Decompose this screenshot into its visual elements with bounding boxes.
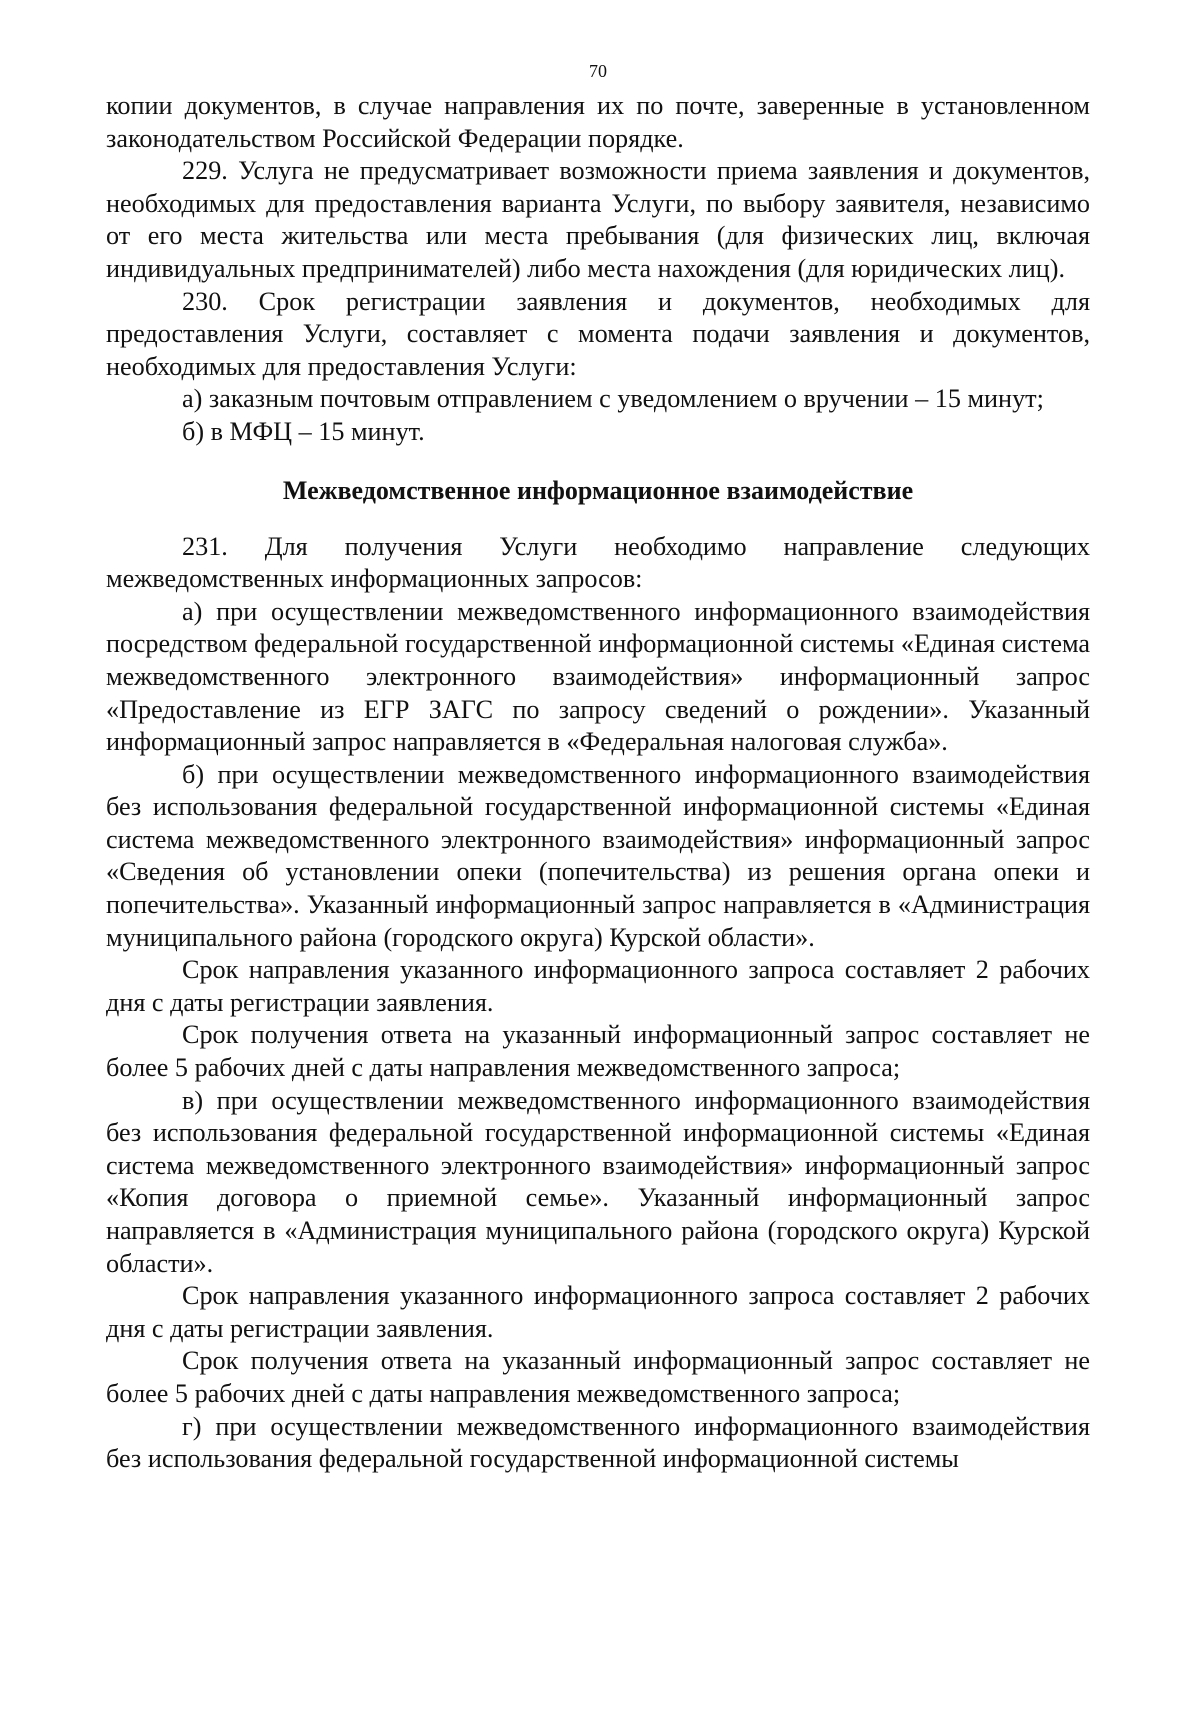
paragraph-deadline-response: Срок получения ответа на указанный информационный запрос составляет не более 5 рабочих дней с даты направления межведомственного запроса; bbox=[106, 1346, 1090, 1408]
paragraph-deadline-response: Срок получения ответа на указанный информационный запрос составляет не более 5 рабочих дней с даты направления межведомственного запроса; bbox=[106, 1020, 1090, 1083]
paragraph-231-a: а) при осуществлении межведомственного информационного взаимодействия посредством федеральной государственной информационной системы «Единая система межведомственного электронного взаимодействия» информационный запрос «Предоставление из ЕГР ЗАГС по запросу сведений о рождении». Указанный информационный запрос направляется в «Федеральная налоговая служба». bbox=[106, 596, 1090, 757]
paragraph-230: 230. Срок регистрации заявления и документов, необходимых для предоставления Услуги, составляет с момента подачи заявления и документов, необходимых для предоставления Услуги: bbox=[106, 286, 1090, 381]
paragraph-deadline-send: Срок направления указанного информационного запроса составляет 2 рабочих дня с даты регистрации заявления. bbox=[106, 1281, 1090, 1343]
paragraph-continuation: копии документов, в случае направления их по почте, заверенные в установленном законодательством Российской Федерации порядке. bbox=[106, 91, 1090, 153]
paragraph-deadline-send: Срок направления указанного информационного запроса составляет 2 рабочих дня с даты регистрации заявления. bbox=[106, 955, 1090, 1017]
paragraph-231-g: г) при осуществлении межведомственного информационного взаимодействия без использования федеральной государственной информационной системы bbox=[106, 1411, 1090, 1474]
paragraph-230-a: а) заказным почтовым отправлением с уведомлением о вручении – 15 минут; bbox=[182, 384, 1044, 414]
paragraph-231-v: в) при осуществлении межведомственного информационного взаимодействия без использования федеральной государственной информационной системы «Единая система межведомственного электронного взаимодействия» информационный запрос «Копия договора о приемной семье». Указанный информационный запрос направляется в «Администрация муниципального района (городского округа) Курской области». bbox=[106, 1085, 1090, 1278]
page-number: 70 bbox=[589, 61, 607, 81]
section-heading: Межведомственное информационное взаимодействие bbox=[282, 475, 914, 505]
paragraph-231-b: б) при осуществлении межведомственного информационного взаимодействия без использования федеральной государственной информационной системы «Единая система межведомственного электронного взаимодействия» информационный запрос «Сведения об установлении опеки (попечительства) из решения органа опеки и попечительства». Указанный информационный запрос направляется в «Администрация муниципального района (городского округа) Курской области». bbox=[106, 759, 1090, 952]
paragraph-229: 229. Услуга не предусматривает возможности приема заявления и документов, необходимых для предоставления варианта Услуги, по выбору заявителя, независимо от его места жительства или места пребывания (для физических лиц, включая индивидуальных предпринимателей) либо места нахождения (для юридических лиц). bbox=[106, 156, 1090, 283]
paragraph-230-b: б) в МФЦ – 15 минут. bbox=[182, 416, 425, 446]
paragraph-231: 231. Для получения Услуги необходимо направление следующих межведомственных информационных запросов: bbox=[106, 531, 1090, 594]
